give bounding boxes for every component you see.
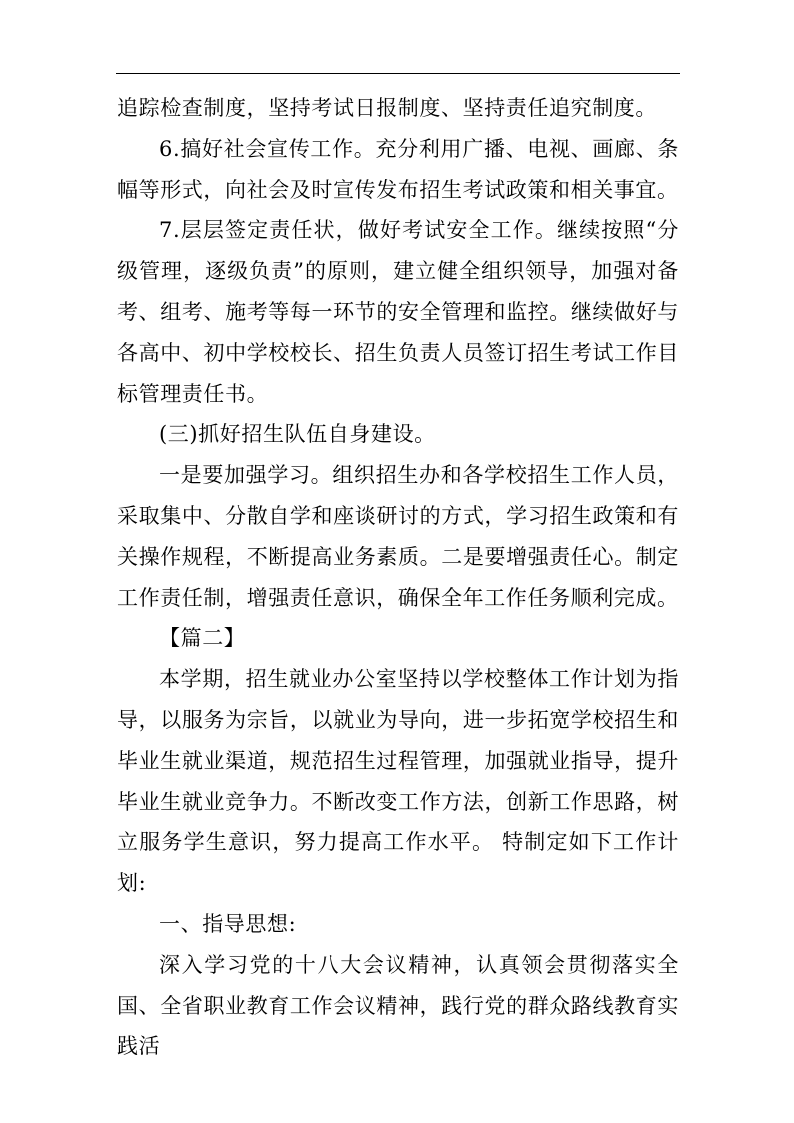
paragraph-study: 一是要加强学习。组织招生办和各学校招生工作人员，采取集中、分散自学和座谈研讨的方式，学习招生政策和有关操作规程，不断提高业务素质。二是要增强责任心。制定工作责任制，增强责任意识，确保全年工作任务顺利完成。 xyxy=(117,463,679,610)
heading-guiding-ideology: 一、指导思想: xyxy=(159,911,297,936)
part-two-heading: 【篇二】 xyxy=(159,626,246,651)
header-rule xyxy=(116,73,680,74)
document-body xyxy=(117,88,679,1067)
paragraph-continued: 追踪检查制度，坚持考试日报制度、坚持责任追究制度。 xyxy=(117,96,657,120)
paragraph-intro: 本学期，招生就业办公室坚持以学校整体工作计划为指导，以服务为宗旨，以就业为导向，进一步拓宽学校招生和毕业生就业渠道，规范招生过程管理，加强就业指导，提升毕业生就业竞争力。不断改变工作方法，创新工作思路，树立服务学生意识，努力提高工作水平。 特制定如下工作计划: xyxy=(117,667,679,896)
section-heading-3: (三)抓好招生队伍自身建设。 xyxy=(159,422,436,447)
paragraph-item-7: 7.层层签定责任状，做好考试安全工作。继续按照“分级管理，逐级负责”的原则，建立健全组织领导，加强对备考、组考、施考等每一环节的安全管理和监控。继续做好与各高中、初中学校校长、招生负责人员签订招生考试工作目标管理责任书。 xyxy=(117,218,679,406)
paragraph-guiding: 深入学习党的十八大会议精神，认真领会贯彻落实全国、全省职业教育工作会议精神，践行党的群众路线教育实践活 xyxy=(117,952,679,1059)
paragraph-item-6: 6.搞好社会宣传工作。充分利用广播、电视、画廊、条幅等形式，向社会及时宣传发布招生考试政策和相关事宜。 xyxy=(117,136,679,202)
